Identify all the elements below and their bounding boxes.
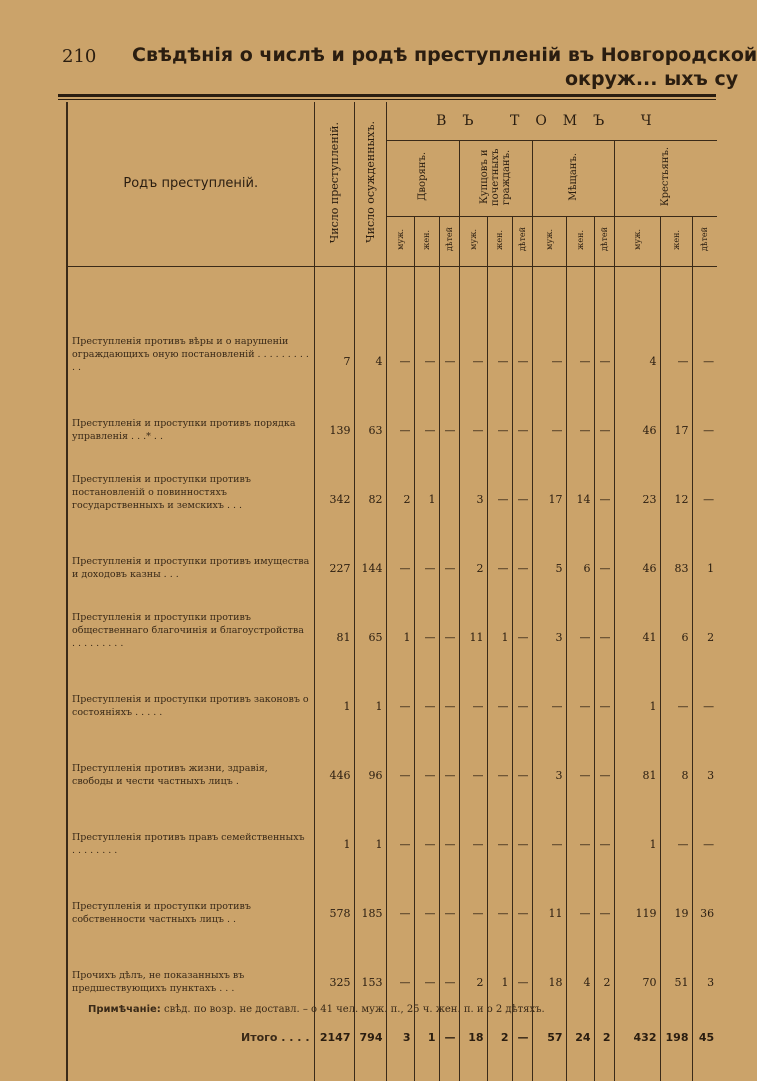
subheader-men: муж. bbox=[614, 216, 660, 266]
estate-count-cell: — bbox=[566, 305, 594, 374]
header-convicted: Число осужденныхъ. bbox=[354, 102, 386, 266]
subheader-women: жен. bbox=[414, 216, 439, 266]
footnote-label: Примѣчаніе: bbox=[88, 1004, 161, 1015]
footnote-text: свѣд. по возр. не доставл. – о 41 чел. муж. п., 25 ч. жен. п. и о 2 дѣтяхъ. bbox=[164, 1004, 545, 1015]
estate-count-cell: — bbox=[459, 374, 487, 443]
estate-count-cell: — bbox=[439, 305, 459, 374]
estate-count-cell: — bbox=[512, 374, 532, 443]
estate-count-cell: 46 bbox=[614, 512, 660, 581]
estate-count-cell: 12 bbox=[660, 443, 692, 512]
estate-count-cell: 3 bbox=[532, 581, 566, 650]
subheader-women: жен. bbox=[566, 216, 594, 266]
estate-count-cell: 3 bbox=[692, 719, 717, 788]
header-estate-peasants: Крестьянъ. bbox=[614, 140, 717, 216]
estate-count-cell: — bbox=[386, 926, 414, 995]
estate-count-cell: 51 bbox=[660, 926, 692, 995]
crime-type-cell: Преступленія и проступки противъ собственности частныхъ лицъ . . bbox=[67, 857, 314, 926]
table-row bbox=[67, 788, 717, 857]
estate-count-cell: 8 bbox=[660, 719, 692, 788]
estate-count-cell: 1 bbox=[692, 512, 717, 581]
estate-count-cell: 83 bbox=[660, 512, 692, 581]
estate-count-cell: — bbox=[594, 788, 614, 857]
header-estate-townsfolk: Мѣщанъ. bbox=[532, 140, 614, 216]
estate-count-cell: — bbox=[386, 374, 414, 443]
estate-count-cell: 2 bbox=[594, 926, 614, 995]
total-crimes-cell: 2147 bbox=[314, 995, 354, 1081]
estate-count-cell: — bbox=[594, 443, 614, 512]
estate-count-cell: — bbox=[692, 443, 717, 512]
table-row bbox=[67, 374, 717, 443]
estate-count-cell: 36 bbox=[692, 857, 717, 926]
estate-count-cell: — bbox=[566, 650, 594, 719]
estate-count-cell: 1 bbox=[414, 443, 439, 512]
estate-count-cell bbox=[439, 443, 459, 512]
estate-count-cell: 198 bbox=[660, 995, 692, 1081]
estate-count-cell: — bbox=[660, 788, 692, 857]
estate-count-cell: — bbox=[512, 926, 532, 995]
estate-count-cell: — bbox=[594, 305, 614, 374]
estate-count-cell: — bbox=[512, 512, 532, 581]
crime-type-cell: Преступленія противъ правъ семейственныхъ . . . . . . . . bbox=[67, 788, 314, 857]
crime-statistics-table bbox=[66, 102, 717, 1081]
estate-count-cell: 2 bbox=[692, 581, 717, 650]
estate-count-cell: 6 bbox=[660, 581, 692, 650]
estate-count-cell: — bbox=[594, 374, 614, 443]
estate-count-cell: — bbox=[566, 374, 594, 443]
estate-count-cell: 17 bbox=[532, 443, 566, 512]
estate-count-cell: 57 bbox=[532, 995, 566, 1081]
estate-count-cell: — bbox=[439, 926, 459, 995]
estate-count-cell: — bbox=[566, 857, 594, 926]
estate-count-cell: — bbox=[594, 650, 614, 719]
total-crimes-cell: 446 bbox=[314, 719, 354, 788]
estate-count-cell: 4 bbox=[614, 305, 660, 374]
estate-count-cell: — bbox=[459, 857, 487, 926]
estate-count-cell: — bbox=[414, 305, 439, 374]
total-crimes-cell: 81 bbox=[314, 581, 354, 650]
estate-count-cell: 1 bbox=[487, 926, 512, 995]
estate-count-cell: — bbox=[487, 374, 512, 443]
convicted-cell: 144 bbox=[354, 512, 386, 581]
crime-type-cell: Преступленія и проступки противъ общественнаго благочинія и благоустройства . . . . . . . . . bbox=[67, 581, 314, 650]
page-title: Свѣдѣнія о числѣ и родѣ преступленій въ Новгородской bbox=[132, 44, 757, 66]
estate-count-cell: — bbox=[512, 443, 532, 512]
total-crimes-cell: 139 bbox=[314, 374, 354, 443]
crime-type-cell: Преступленія противъ вѣры и о нарушеніи ограждающихъ оную постановленій . . . . . . . . . . . bbox=[67, 305, 314, 374]
estate-count-cell: — bbox=[692, 305, 717, 374]
table-row bbox=[67, 581, 717, 650]
total-crimes-cell: 227 bbox=[314, 512, 354, 581]
crime-type-cell: Преступленія противъ жизни, здравія, свободы и чести частныхъ лицъ . bbox=[67, 719, 314, 788]
estate-count-cell: — bbox=[566, 581, 594, 650]
estate-count-cell: 17 bbox=[660, 374, 692, 443]
estate-count-cell: — bbox=[692, 650, 717, 719]
estate-count-cell: — bbox=[660, 650, 692, 719]
estate-count-cell: — bbox=[532, 650, 566, 719]
subheader-men: муж. bbox=[386, 216, 414, 266]
estate-count-cell: 1 bbox=[614, 650, 660, 719]
estate-count-cell: — bbox=[386, 857, 414, 926]
estate-count-cell: 18 bbox=[459, 995, 487, 1081]
page-number: 210 bbox=[62, 46, 97, 67]
estate-count-cell: — bbox=[594, 719, 614, 788]
table-row bbox=[67, 857, 717, 926]
convicted-cell: 65 bbox=[354, 581, 386, 650]
estate-count-cell: — bbox=[414, 581, 439, 650]
estate-count-cell: — bbox=[386, 719, 414, 788]
estate-count-cell: 14 bbox=[566, 443, 594, 512]
crime-type-cell: Прочихъ дѣлъ, не показанныхъ въ предшествующихъ пунктахъ . . . bbox=[67, 926, 314, 995]
header-total-crimes: Число преступленій. bbox=[314, 102, 354, 266]
estate-count-cell: 1 bbox=[414, 995, 439, 1081]
estate-count-cell: 11 bbox=[532, 857, 566, 926]
estate-count-cell: 23 bbox=[614, 443, 660, 512]
estate-count-cell: — bbox=[566, 788, 594, 857]
estate-count-cell: 1 bbox=[487, 581, 512, 650]
total-crimes-cell: 342 bbox=[314, 443, 354, 512]
estate-count-cell: 432 bbox=[614, 995, 660, 1081]
estate-count-cell: — bbox=[414, 512, 439, 581]
estate-count-cell: — bbox=[487, 443, 512, 512]
estate-count-cell: — bbox=[439, 788, 459, 857]
convicted-cell: 794 bbox=[354, 995, 386, 1081]
estate-count-cell: 2 bbox=[459, 512, 487, 581]
estate-count-cell: — bbox=[459, 305, 487, 374]
estate-count-cell: — bbox=[512, 305, 532, 374]
estate-count-cell: 11 bbox=[459, 581, 487, 650]
crime-type-cell: Итого . . . . bbox=[67, 995, 314, 1081]
estate-count-cell: 3 bbox=[692, 926, 717, 995]
estate-count-cell: — bbox=[566, 719, 594, 788]
subheader-children: дѣтей bbox=[439, 216, 459, 266]
estate-count-cell: — bbox=[692, 374, 717, 443]
estate-count-cell: 1 bbox=[386, 581, 414, 650]
estate-count-cell: — bbox=[414, 926, 439, 995]
estate-count-cell: — bbox=[414, 719, 439, 788]
estate-count-cell: — bbox=[439, 650, 459, 719]
header-estate-nobility: Дворянъ. bbox=[386, 140, 459, 216]
table-row bbox=[67, 443, 717, 512]
estate-count-cell: — bbox=[487, 512, 512, 581]
estate-count-cell: 46 bbox=[614, 374, 660, 443]
estate-count-cell: — bbox=[386, 788, 414, 857]
estate-count-cell: 19 bbox=[660, 857, 692, 926]
estate-count-cell: — bbox=[532, 374, 566, 443]
estate-count-cell: — bbox=[414, 374, 439, 443]
table-spacer-row bbox=[67, 266, 717, 305]
estate-count-cell: — bbox=[512, 857, 532, 926]
crime-type-cell: Преступленія и проступки противъ законовъ о состояніяхъ . . . . . bbox=[67, 650, 314, 719]
estate-count-cell: — bbox=[512, 788, 532, 857]
estate-count-cell: 24 bbox=[566, 995, 594, 1081]
table-row bbox=[67, 512, 717, 581]
estate-count-cell: 119 bbox=[614, 857, 660, 926]
estate-count-cell: — bbox=[487, 788, 512, 857]
header-crime-type: Родъ преступленій. bbox=[67, 102, 314, 266]
header-estate-merchants: Купцовъ и почетныхъ гражданъ. bbox=[459, 140, 532, 216]
crime-type-cell: Преступленія и проступки противъ имущества и доходовъ казны . . . bbox=[67, 512, 314, 581]
subheader-children: дѣтей bbox=[692, 216, 717, 266]
estate-count-cell: — bbox=[439, 857, 459, 926]
estate-count-cell: — bbox=[414, 788, 439, 857]
total-crimes-cell: 1 bbox=[314, 788, 354, 857]
subheader-men: муж. bbox=[459, 216, 487, 266]
page-title-continued: окруж... ыхъ су bbox=[565, 68, 739, 90]
estate-count-cell: — bbox=[660, 305, 692, 374]
header-of-which: ВЪ ТОМЪ Ч bbox=[386, 102, 717, 140]
total-crimes-cell: 578 bbox=[314, 857, 354, 926]
estate-count-cell: 2 bbox=[459, 926, 487, 995]
table-row bbox=[67, 926, 717, 995]
estate-count-cell: — bbox=[487, 305, 512, 374]
convicted-cell: 153 bbox=[354, 926, 386, 995]
convicted-cell: 185 bbox=[354, 857, 386, 926]
convicted-cell: 1 bbox=[354, 788, 386, 857]
subheader-men: муж. bbox=[532, 216, 566, 266]
crime-type-cell: Преступленія и проступки противъ постановленій о повинностяхъ государственныхъ и земскихъ . . . bbox=[67, 443, 314, 512]
table-row bbox=[67, 305, 717, 374]
convicted-cell: 96 bbox=[354, 719, 386, 788]
estate-count-cell: 41 bbox=[614, 581, 660, 650]
estate-count-cell: — bbox=[532, 788, 566, 857]
estate-count-cell: — bbox=[386, 512, 414, 581]
subheader-women: жен. bbox=[487, 216, 512, 266]
convicted-cell: 1 bbox=[354, 650, 386, 719]
total-crimes-cell: 325 bbox=[314, 926, 354, 995]
estate-count-cell: — bbox=[692, 788, 717, 857]
estate-count-cell: — bbox=[439, 374, 459, 443]
estate-count-cell: 2 bbox=[386, 443, 414, 512]
estate-count-cell: 70 bbox=[614, 926, 660, 995]
estate-count-cell: — bbox=[414, 650, 439, 719]
estate-count-cell: — bbox=[414, 857, 439, 926]
estate-count-cell: 81 bbox=[614, 719, 660, 788]
table-row bbox=[67, 719, 717, 788]
estate-count-cell: — bbox=[487, 650, 512, 719]
estate-count-cell: 2 bbox=[594, 995, 614, 1081]
footnote bbox=[88, 1004, 545, 1015]
subheader-women: жен. bbox=[660, 216, 692, 266]
convicted-cell: 82 bbox=[354, 443, 386, 512]
estate-count-cell: 1 bbox=[614, 788, 660, 857]
estate-count-cell: — bbox=[439, 581, 459, 650]
estate-count-cell: — bbox=[386, 650, 414, 719]
table-row bbox=[67, 650, 717, 719]
table-body bbox=[67, 266, 717, 1081]
estate-count-cell: 5 bbox=[532, 512, 566, 581]
estate-count-cell: 3 bbox=[386, 995, 414, 1081]
subheader-children: дѣтей bbox=[512, 216, 532, 266]
estate-count-cell: — bbox=[459, 788, 487, 857]
estate-count-cell: — bbox=[386, 305, 414, 374]
estate-count-cell: — bbox=[594, 581, 614, 650]
estate-count-cell: — bbox=[512, 650, 532, 719]
estate-count-cell: 18 bbox=[532, 926, 566, 995]
crime-type-cell: Преступленія и проступки противъ порядка управленія . . .* . . bbox=[67, 374, 314, 443]
total-crimes-cell: 7 bbox=[314, 305, 354, 374]
estate-count-cell: — bbox=[512, 995, 532, 1081]
top-rule-thick bbox=[58, 94, 716, 97]
estate-count-cell: — bbox=[512, 719, 532, 788]
estate-count-cell: — bbox=[439, 719, 459, 788]
estate-count-cell: 3 bbox=[532, 719, 566, 788]
estate-count-cell: 6 bbox=[566, 512, 594, 581]
estate-count-cell: 3 bbox=[459, 443, 487, 512]
estate-count-cell: — bbox=[532, 305, 566, 374]
total-crimes-cell: 1 bbox=[314, 650, 354, 719]
top-rule-thin bbox=[58, 99, 716, 100]
estate-count-cell: — bbox=[439, 995, 459, 1081]
estate-count-cell: — bbox=[459, 650, 487, 719]
estate-count-cell: — bbox=[487, 719, 512, 788]
convicted-cell: 63 bbox=[354, 374, 386, 443]
estate-count-cell: 45 bbox=[692, 995, 717, 1081]
estate-count-cell: 2 bbox=[487, 995, 512, 1081]
estate-count-cell: — bbox=[487, 857, 512, 926]
estate-count-cell: — bbox=[439, 512, 459, 581]
subheader-children: дѣтей bbox=[594, 216, 614, 266]
estate-count-cell: — bbox=[512, 581, 532, 650]
estate-count-cell: — bbox=[594, 857, 614, 926]
estate-count-cell: — bbox=[459, 719, 487, 788]
estate-count-cell: 4 bbox=[566, 926, 594, 995]
convicted-cell: 4 bbox=[354, 305, 386, 374]
estate-count-cell: — bbox=[594, 512, 614, 581]
